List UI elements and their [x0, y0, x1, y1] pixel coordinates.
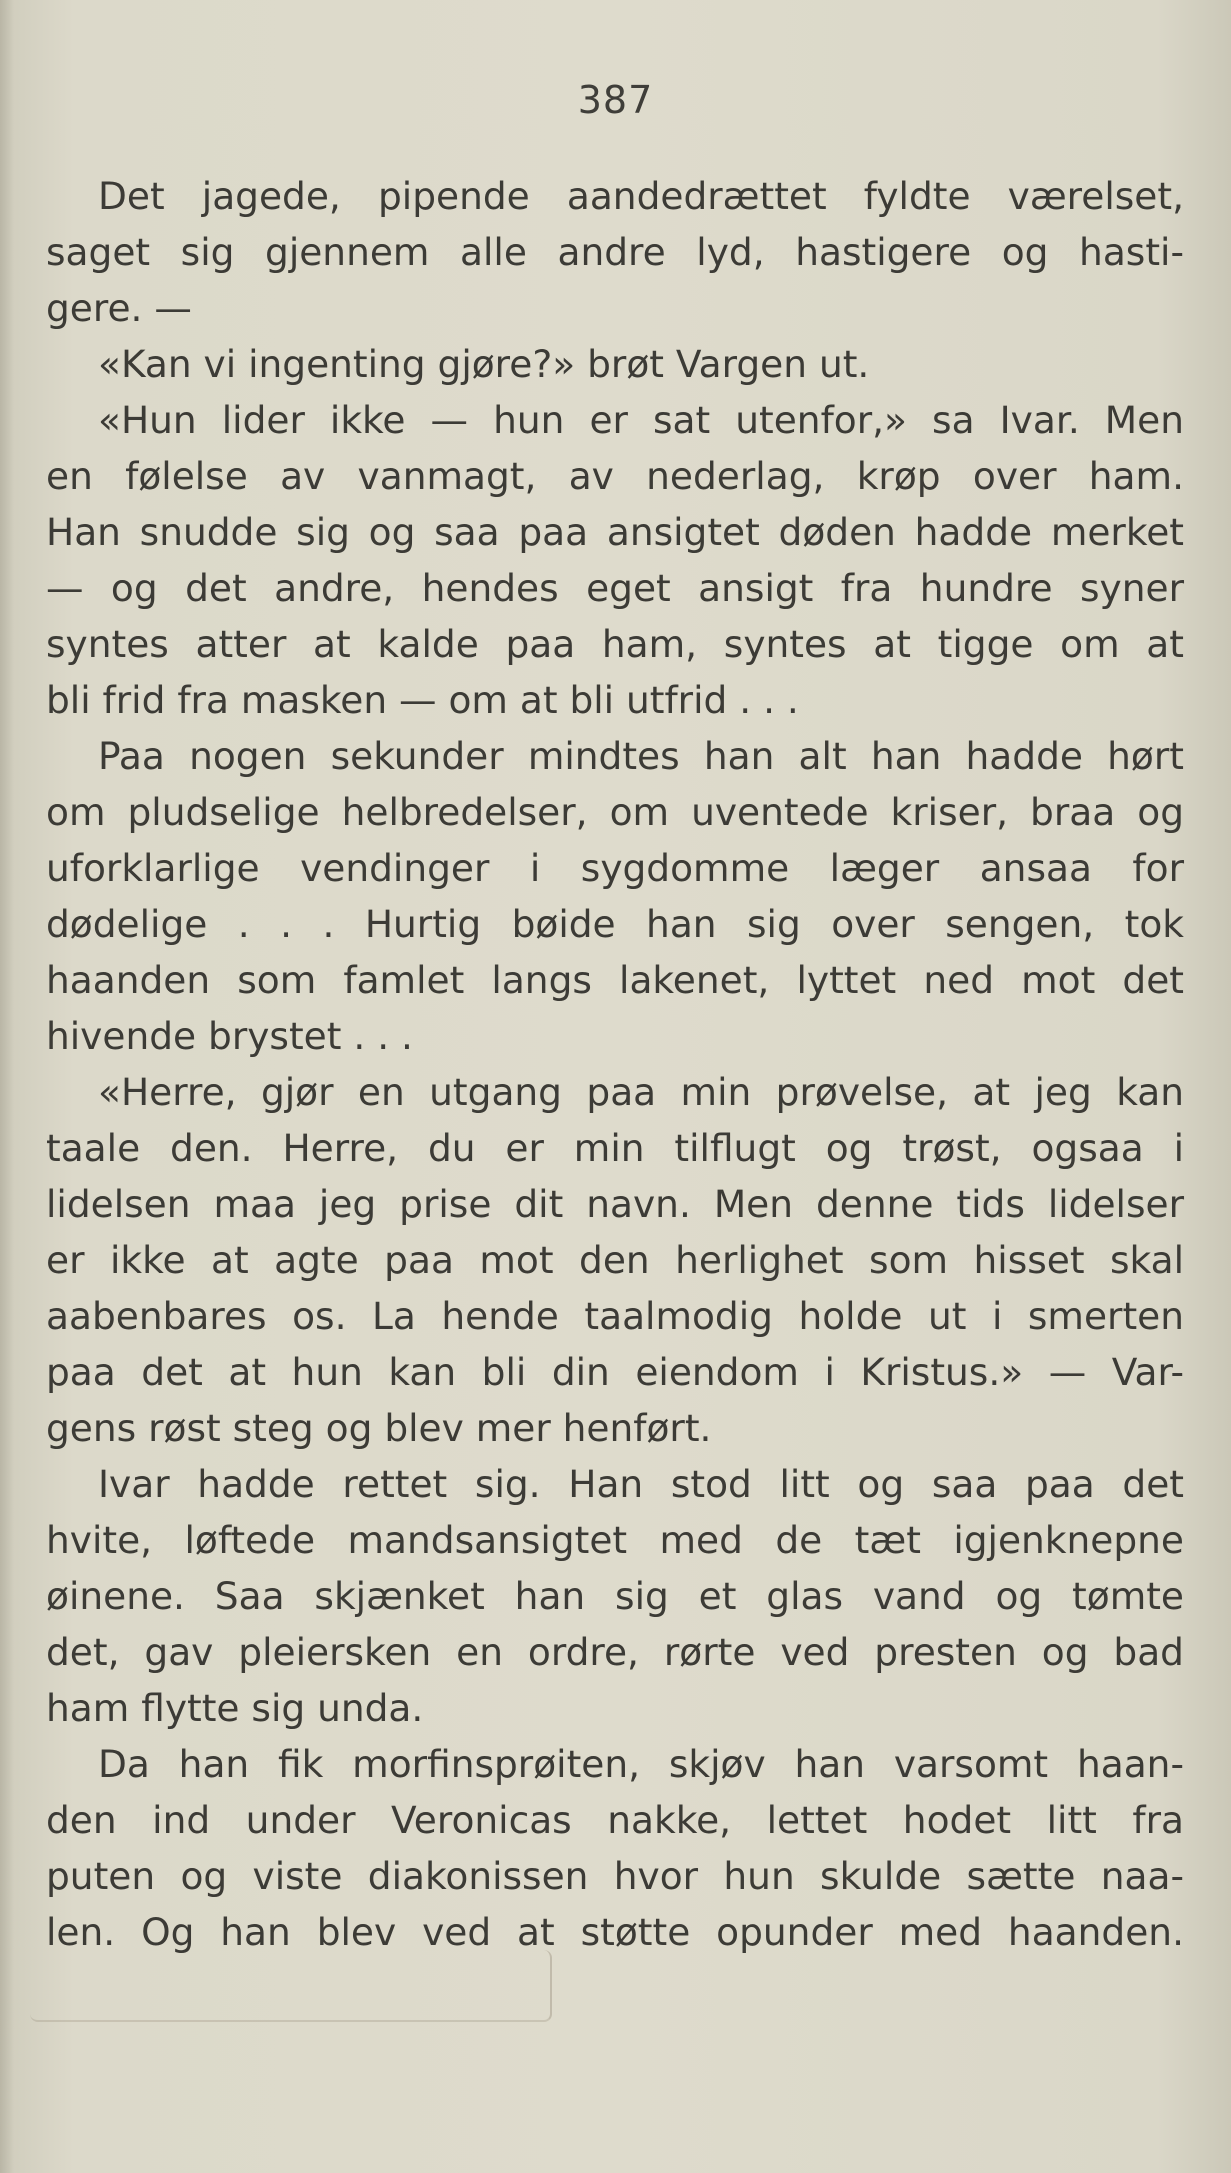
- text-line: lidelsen maa jeg prise dit navn. Men denne tids lidelser: [46, 1182, 1184, 1226]
- text-line: om pludselige helbredelser, om uventede kriser, braa og: [46, 790, 1184, 834]
- text-line: gens røst steg og blev mer henført.: [46, 1406, 712, 1450]
- paragraph: [46, 336, 1184, 392]
- text-line: syntes atter at kalde paa ham, syntes at tigge om at: [46, 622, 1184, 666]
- text-line: saget sig gjennem alle andre lyd, hastigere og hasti-: [46, 230, 1184, 274]
- text-line: «Hun lider ikke — hun er sat utenfor,» sa Ivar. Men: [98, 398, 1184, 442]
- text-line: bli frid fra masken — om at bli utfrid . . .: [46, 678, 799, 722]
- text-line: len. Og han blev ved at støtte opunder med haanden.: [46, 1910, 1184, 1954]
- text-line: er ikke at agte paa mot den herlighet som hisset skal: [46, 1238, 1184, 1282]
- paragraph: [46, 1456, 1184, 1736]
- text-line: hvite, løftede mandsansigtet med de tæt igjenknepne: [46, 1518, 1184, 1562]
- paragraph: [46, 168, 1184, 336]
- text-line: uforklarlige vendinger i sygdomme læger ansaa for: [46, 846, 1184, 890]
- text-line: — og det andre, hendes eget ansigt fra hundre syner: [46, 566, 1184, 610]
- text-line: ham flytte sig unda.: [46, 1686, 424, 1730]
- text-line: «Herre, gjør en utgang paa min prøvelse, at jeg kan: [98, 1070, 1184, 1114]
- text-line: haanden som famlet langs lakenet, lyttet ned mot det: [46, 958, 1184, 1002]
- text-line: Det jagede, pipende aandedrættet fyldte værelset,: [98, 174, 1184, 218]
- text-line: gere. —: [46, 286, 192, 330]
- text-line: en følelse av vanmagt, av nederlag, krøp over ham.: [46, 454, 1184, 498]
- text-line: det, gav pleiersken en ordre, rørte ved presten og bad: [46, 1630, 1184, 1674]
- text-line: taale den. Herre, du er min tilflugt og trøst, ogsaa i: [46, 1126, 1184, 1170]
- paragraph: [46, 392, 1184, 728]
- text-line: Paa nogen sekunder mindtes han alt han hadde hørt: [98, 734, 1184, 778]
- text-line: paa det at hun kan bli din eiendom i Kristus.» — Var-: [46, 1350, 1184, 1394]
- text-line: Da han fik morfinsprøiten, skjøv han varsomt haan-: [98, 1742, 1184, 1786]
- text-line: Ivar hadde rettet sig. Han stod litt og saa paa det: [98, 1462, 1184, 1506]
- paragraph: [46, 728, 1184, 1064]
- text-line: Han snudde sig og saa paa ansigtet døden hadde merket: [46, 510, 1184, 554]
- text-line: dødelige . . . Hurtig bøide han sig over sengen, tok: [46, 902, 1184, 946]
- text-line: «Kan vi ingenting gjøre?» brøt Vargen ut.: [98, 342, 870, 386]
- page-gutter: [0, 0, 14, 2173]
- paper-repair-patch: [30, 1950, 552, 2022]
- text-line: hivende brystet . . .: [46, 1014, 413, 1058]
- paragraph: [46, 1064, 1184, 1456]
- text-line: den ind under Veronicas nakke, lettet hodet litt fra: [46, 1798, 1184, 1842]
- text-line: puten og viste diakonissen hvor hun skulde sætte naa-: [46, 1854, 1184, 1898]
- text-line: aabenbares os. La hende taalmodig holde ut i smerten: [46, 1294, 1184, 1338]
- paragraph: [46, 1736, 1184, 1960]
- text-line: øinene. Saa skjænket han sig et glas vand og tømte: [46, 1574, 1184, 1618]
- body-text: [46, 168, 1184, 1960]
- page-number: 387: [577, 78, 654, 122]
